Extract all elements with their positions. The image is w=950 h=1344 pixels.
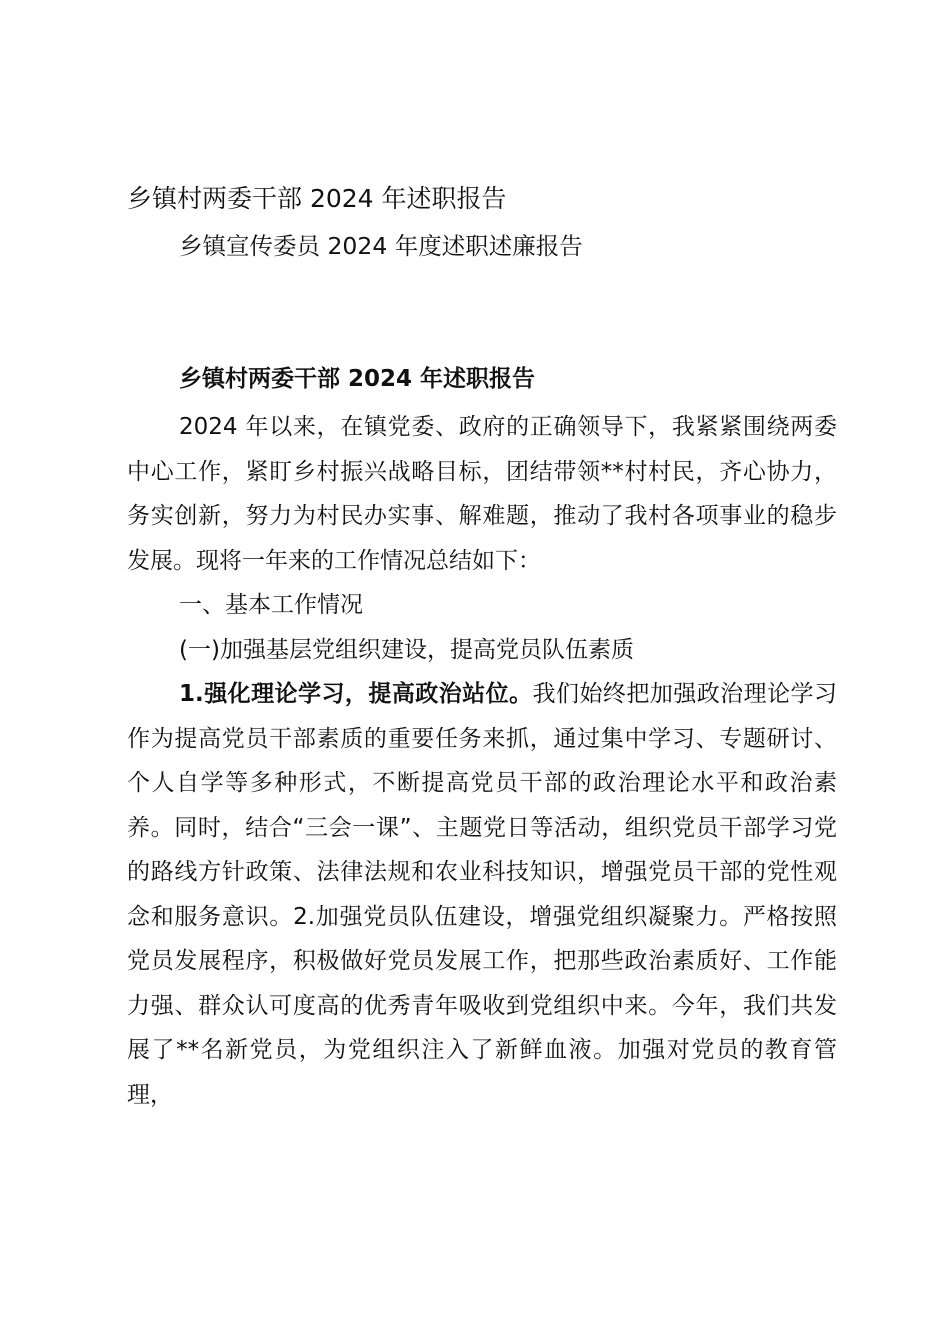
point-paragraph (127, 672, 837, 1117)
article-title: 乡镇村两委干部 2024 年述职报告 (179, 366, 536, 392)
section-heading: 一、基本工作情况 (179, 592, 363, 618)
article-body (127, 405, 837, 1117)
point-title: 1.强化理论学习，提高政治站位。 (179, 681, 533, 707)
toc-entry-1[interactable]: 乡镇村两委干部 2024 年述职报告 (127, 184, 507, 213)
subsection-heading: (一)加强基层党组织建设，提高党员队伍素质 (179, 636, 634, 663)
point-body: 我们始终把加强政治理论学习作为提高党员干部素质的重要任务来抓，通过集中学习、专题研讨、个人自学等多种形式，不断提高党员干部的政治理论水平和政治素养。同时，结合“三会一课”、主题党日等活动，组织党员干部学习党的路线方针政策、法律法规和农业科技知识，增强党员干部的党性观念和服务意识。2.加强党员队伍建设，增强党组织凝聚力。严格按照党员发展程序，积极做好党员发展工作，把那些政治素质好、工作能力强、群众认可度高的优秀青年吸收到党组织中来。今年，我们共发展了**名新党员，为党组织注入了新鲜血液。加强对党员的教育管理， (127, 681, 837, 1108)
intro-paragraph: 2024 年以来，在镇党委、政府的正确领导下，我紧紧围绕两委中心工作，紧盯乡村振兴战略目标，团结带领**村村民，齐心协力，务实创新，努力为村民办实事、解难题，推动了我村各项事业的稳步发展。现将一年来的工作情况总结如下： (127, 414, 837, 574)
toc-entry-2[interactable]: 乡镇宣传委员 2024 年度述职述廉报告 (179, 232, 583, 260)
